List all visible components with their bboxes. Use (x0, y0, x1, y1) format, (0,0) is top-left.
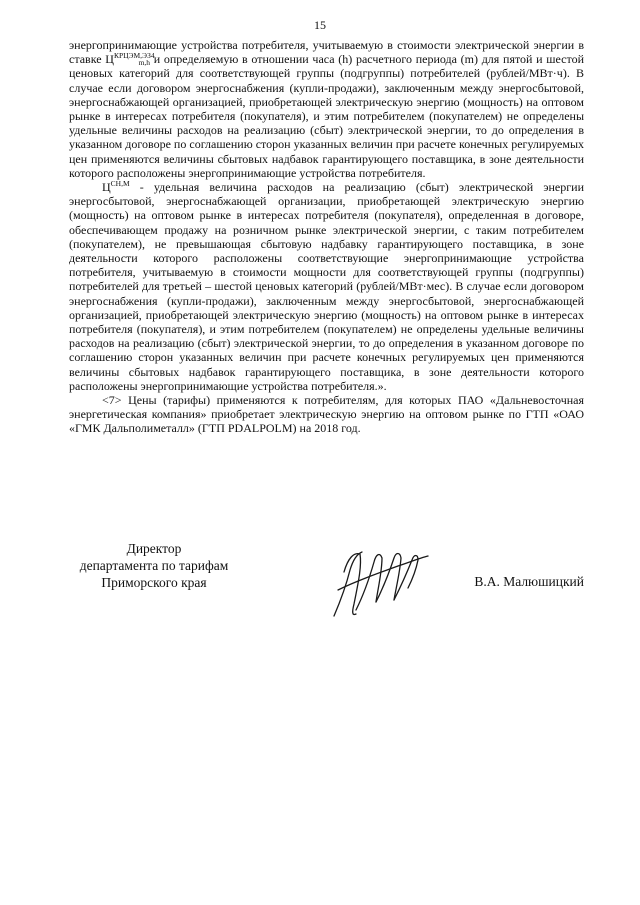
paragraph-continuation (69, 38, 584, 180)
paragraph-line: энергопринимающие устройства потребителя, учитываемую в стоимости электрической (69, 38, 530, 52)
title-line: департамента по тарифам (79, 558, 229, 573)
paragraph-line: потребителем (покупателем) не определены удельные величины расходов на реализацию (69, 109, 585, 138)
paragraph-line: сторон указанных величин при расчете конечных регулируемых цен применяются величины (69, 137, 585, 166)
footnote-7-paragraph: <7> Цены (тарифы) применяются к потребителям, для которых ПАО «Дальневосточная энергетическая компания» приобретает электрическую энергию на оптовом рынке по ГТП «ОАО «ГМК Дальполиметалл» (ГТП PDALPOLM) на 2018 год. (69, 393, 584, 436)
title-line: Приморского края (101, 575, 207, 590)
price-symbol-sn: $Ц^{СН,М}$ (102, 179, 130, 195)
page-number: 15 (314, 18, 326, 32)
title-line: Директор (126, 541, 182, 556)
paragraph-line: энергию (мощность) на оптовом рынке в интересах потребителя (покупателя), и этим (69, 94, 584, 124)
paragraph-line: (сбыт) электрической энергии, то до определения в указанном договоре по соглашению (69, 123, 585, 152)
paragraph-line: расположены энергопринимающие устройства потребителя. (116, 165, 426, 180)
paragraph-line: сбытовых надбавок гарантирующего поставщика, в зоне деятельности которого (69, 151, 584, 180)
signature-block (69, 540, 584, 620)
document-body (69, 38, 584, 436)
paragraph-sales-markup-definition: $Ц^{СН,М}$ - удельная величина расходов на реализацию (сбыт) электрической энергии энергосбытовой, энергоснабжающей организации, приобретающей электрическую энергию (мощность) на оптовом рынке в интересах потребителя (покупателя), определенная в договоре, обеспечивающем продажу на розничном рынке электрической энергии, с таким потребителем (покупателем), не превышающая сбытовую надбавку гарантирующего поставщика, в зоне деятельности которого расположены соответствующие энергопринимающие устройства потребителя, учитываемую в стоимости мощности для соответствующей группы (подгруппы) потребителей для третьей – шестой ценовых категорий (рублей/МВт·мес). В случае если договором энергоснабжения (купли-продажи), заключенным между энергосбытовой, энергоснабжающей организацией, приобретающей электрическую энергию (мощность) на оптовом рынке в интересах потребителя (покупателя), и этим потребителем (покупателем) не определены удельные величины расходов на реализацию (сбыт) электрической энергии, то до определения в указанном договоре по соглашению сторон указанных величин при расчете конечных регулируемых цен применяются величины сбытовых надбавок гарантирующего поставщика, в зоне деятельности которого расположены энергопринимающие устройства потребителя.». (69, 179, 584, 393)
price-symbol-krcem: $Ц^{КРЦЭМ,ЭЗ4}_{m,h}$ (105, 51, 155, 68)
signatory-name: В.А. Малюшицкий (474, 574, 584, 589)
paragraph-line: между энергосбытовой, энергоснабжающей организацией, приобретающей электрическую (69, 80, 585, 109)
paragraph-line: пятой и шестой ценовых категорий для соответствующей группы (подгруппы) потребителей (69, 52, 584, 81)
paragraph-line-with-formula: энергии в ставке $Ц^{КРЦЭМ,ЭЗ4}_{m,h}$ и определяемую в отношении часа (h) расчетного периода (m) для (69, 38, 585, 68)
handwritten-signature-image (324, 544, 444, 620)
paragraph-line: (рублей/МВт·ч). В случае если договором энергоснабжения (купли-продажи), заключенным (69, 66, 584, 95)
signatory-title (69, 540, 239, 591)
